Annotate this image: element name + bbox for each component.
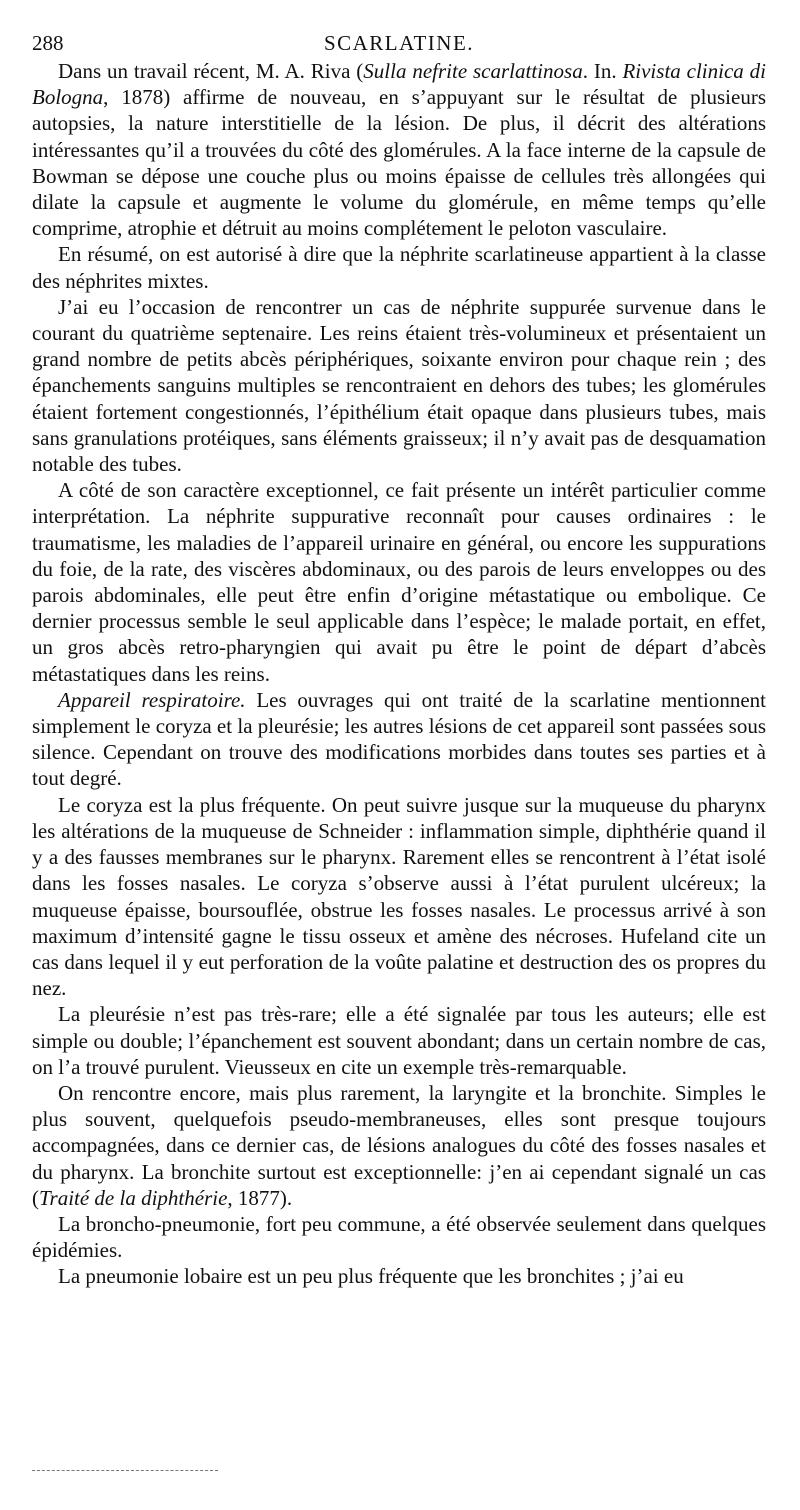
paragraph — [32, 1080, 766, 1211]
page-number: 288 — [32, 31, 64, 55]
text-span: A côté de son caractère exceptionnel, ce fait présente un intérêt particulier comme interprétation. La néphrite suppurative reconnaît pour causes ordinaires : le traumatisme, les maladies de l’appareil urinaire en général, ou encore les suppurations du foie, de la rate, des viscères abdominaux, ou des parois de leurs enveloppes ou des parois abdominales, elle peut être enfin d’origine métastatique ou embolique. Ce dernier processus semble le seul applicable dans l’espèce; le malade portait, en effet, un gros abcès retro-pharyngien qui avait pu être le point de départ d’abcès métastatiques dans les reins. — [32, 478, 766, 686]
text-span: , 1878) affirme de nouveau, en s’appuyant sur le résultat de plusieurs autopsies, la nature interstitielle de la lésion. De plus, il décrit des altérations intéressantes qu’il a trouvées du côté des glomérules. A la face interne de la capsule de Bowman se dépose une couche plus ou moins épaisse de cellules très allongées qui dilate la capsule et augmente le volume du glomérule, en même temps qu’elle comprime, atrophie et détruit au moins complétement le peloton vasculaire. — [32, 85, 766, 241]
text-span: J’ai eu l’occasion de rencontrer un cas de néphrite suppurée survenue dans le courant du quatrième septenaire. Les reins étaient très-volumineux et présentaient un grand nombre de petits abcès périphériques, soixante environ pour chaque rein ; des épanchements sanguins multiples se rencontraient en dehors des tubes; les glomérules étaient fortement congestionnés, l’épithélium était opaque dans plusieurs tubes, mais sans granulations protéiques, sans éléments graisseux; il n’y avait pas de desquamation notable des tubes. — [32, 294, 766, 477]
text-span: Les ouvrages qui ont traité de la scarlatine mentionnent simplement le coryza et la pleurésie; les autres lésions de cet appareil sont passées sous silence. Cependant on trouve des modifications morbides dans toutes ses parties et à tout degré. — [32, 687, 766, 791]
paragraph — [32, 477, 766, 687]
text-span: La pleurésie n’est pas très-rare; elle a été signalée par tous les auteurs; elle est simple ou double; l’épanchement est souvent abondant; dans un certain nombre de cas, on l’a trouvé purulent. Vieusseux en cite un exemple très-remarquable. — [32, 1002, 766, 1079]
text-span: , 1877). — [227, 1185, 293, 1210]
text-span: On rencontre encore, mais plus rarement, la laryngite et la bronchite. Simples le plus souvent, quelquefois pseudo-membraneuses, elles sont presque toujours accompagnées, dans ce dernier cas, de lésions analogues du côté des fosses nasales et du pharynx. La bronchite surtout est exceptionnelle: j’en ai cependant signalé un cas ( — [32, 1080, 766, 1210]
paragraph — [32, 294, 766, 477]
italic-text-span: Sulla nefrite scarlattinosa — [363, 59, 583, 83]
text-span: Le coryza est la plus fréquente. On peut suivre jusque sur la muqueuse du pharynx les altérations de la muqueuse de Schneider : inflammation simple, diphthérie quand il y a des fausses membranes sur le pharynx. Rarement elles se rencontrent à l’état isolé dans les fosses nasales. Le coryza s’observe aussi à l’état purulent ulcéreux; la muqueuse épaisse, boursouflée, obstrue les fosses nasales. Le processus arrivé à son maximum d’intensité gagne le tissu osseux et amène des nécroses. Hufeland cite un cas dans lequel il y eut perforation de la voûte palatine et destruction des os propres du nez. — [32, 792, 766, 1001]
italic-text-span: Rivista clinica di Bologna — [32, 59, 767, 110]
paragraph — [32, 1211, 766, 1263]
document-page — [32, 28, 766, 1290]
running-header — [32, 28, 766, 58]
paragraph — [32, 241, 766, 293]
text-span: La broncho-pneumonie, fort peu commune, a été observée seulement dans quelques épidémies. — [32, 1211, 766, 1263]
paragraph — [32, 792, 766, 1002]
body-text — [32, 58, 766, 1290]
running-title: SCARLATINE. — [323, 31, 475, 55]
text-span: Dans un travail récent, M. A. Riva ( — [58, 59, 364, 83]
text-span: . In. — [582, 59, 623, 83]
text-span: La pneumonie lobaire est un peu plus fréquente que les bronchites ; j’ai eu — [58, 1264, 684, 1289]
paragraph — [32, 58, 766, 241]
footer-rule — [32, 1470, 218, 1471]
paragraph — [32, 687, 766, 792]
italic-text-span: Traité de la diphthérie — [39, 1185, 228, 1210]
italic-text-span: Appareil respiratoire. — [58, 687, 246, 712]
text-span: En résumé, on est autorisé à dire que la néphrite scarlatineuse appartient à la classe des néphrites mixtes. — [32, 242, 766, 293]
paragraph — [32, 1001, 766, 1080]
paragraph — [32, 1263, 766, 1289]
